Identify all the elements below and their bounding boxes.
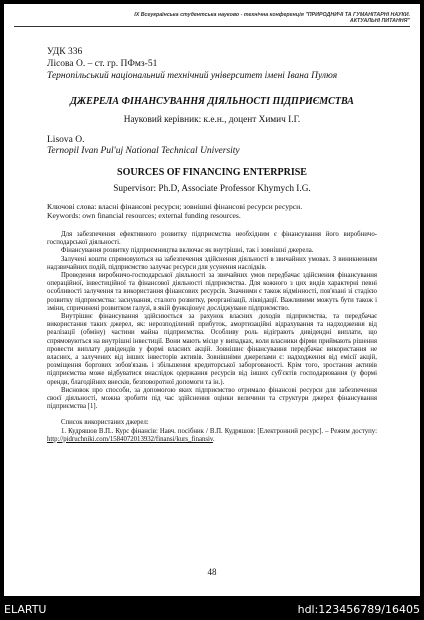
author-en: Lisova O. (47, 135, 85, 145)
university-en: Ternopil Ivan Pul'uj National Technical University (47, 146, 240, 156)
keywords-ua: Ключові слова: власні фінансові ресурси; зовнішні фінансові ресурси ресурси. (47, 202, 303, 211)
reference-item (47, 428, 377, 444)
body-text (47, 231, 377, 444)
title-en: SOURCES OF FINANCING ENTERPRISE (117, 167, 307, 178)
keywords-block (47, 202, 302, 220)
supervisor-ua: Науковий керівник: к.е.н., доцент Химич І.Г. (123, 115, 301, 125)
document-page (4, 4, 420, 596)
references-heading: Список використаних джерел: (61, 419, 149, 427)
reference-text: 1. Кудряшов В.П.. Курс фінансів: Навч. посібник / В.П. Кудряшов: [Електронний ресурс]. – Режим доступу: (61, 427, 377, 435)
reference-link[interactable]: http://pidruchniki.com/1584072013932/finansi/kurs_finansiv (47, 435, 213, 443)
paragraph: Фінансування розвитку підприємництва включає як внутрішні, так і зовнішні джерела. (61, 247, 314, 255)
paragraph: Проведення виробничо-господарської діяльності за звичайних умов передбачає здійснення фінансування операційної, інвестиційної та фінансової діяльності підприємства. Для кожного з цих видів характерні певні особливості залучення та використання фінансових ресурсів. Значними є також відмінності, пов'язані зі стадією розвитку підприємства: заснування, сталого розвитку, реорганізації, ліквідації. Важливими можуть бути також і зміни, спричинені розвитком галузі, в якій функціонує досліджуване підприємство. (47, 272, 377, 312)
header-line-2: АКТУАЛЬНІ ПИТАННЯ" (349, 18, 410, 25)
paragraph: Залучені кошти спрямовуються на забезпечення здійснення діяльності в звичайних умовах. З виникненням надзвичайних подій, підприємство залучає ресурси для усунення наслідків. (47, 255, 377, 271)
university-ua: Тернопільський національний технічний університет імені Івана Пулюя (47, 71, 338, 81)
keywords-en: Keywords: own financial resources; external funding resources. (47, 211, 241, 221)
udk-code: УДК 336 (47, 47, 83, 57)
handle-id: hdl:123456789/16405 (297, 603, 420, 616)
paragraph: Висновок про способи, за допомогою яких підприємство отримало фінансові ресурси для забезпечення своєї діяльності, можна зробити під час здійснення оцінки величини та структури джерел фінансування підприємства [1]. (47, 386, 377, 411)
paragraph: Внутрішнє фінансування здійснюється за рахунок власних доходів підприємства, та передбачає використання таких джерел, як: нерозподілений прибуток, амортизаційні відрахування та надходження від реалізації (обміну) частини майна підприємства. Особливу роль відіграють дивідендні виплати, що спрямовуються на внутрішні інвестиції. Вони мають місце у випадках, коли власники фірми приймають рішення провести виплату дивідендів у формі власних акцій. Зовнішнє фінансування передбачає використання не власних, а залучених від інших інвесторів активів. Зовнішніми джерелами є: надходження від емісії акцій, розміщення боргових зобов'язань і збільшення кредиторської заборгованості. Крім того, зростання активів підприємства може відбуватися внаслідок одержання ресурсів від інших суб'єктів господарювання (у формі оренди, благодійних внесків, безповоротної допомоги та ін.). (47, 313, 377, 386)
author-ua: Лісова О. – ст. гр. ПФмз-51 (47, 59, 158, 69)
title-ua: ДЖЕРЕЛА ФІНАНСУВАННЯ ДІЯЛЬНОСТІ ПІДПРИЄМСТВА (70, 96, 354, 107)
repository-name: ELARTU (4, 603, 47, 616)
header-line-1: IX Всеукраїнська студентська науково - технічна конференція "ПРИРОДНИЧІ ТА ГУМАНІТАРНІ НАУКИ. (134, 12, 410, 18)
conference-header (14, 12, 410, 27)
viewer-footer (0, 600, 424, 620)
supervisor-en: Supervisor: Ph.D, Associate Professor Khymych I.G. (113, 184, 311, 194)
page-number: 48 (207, 567, 217, 577)
reference-end: . (212, 435, 215, 443)
paragraph: Для забезпечення ефективного розвитку підприємства необхідним є фінансування його виробничо-господарської діяльності. (47, 231, 377, 247)
